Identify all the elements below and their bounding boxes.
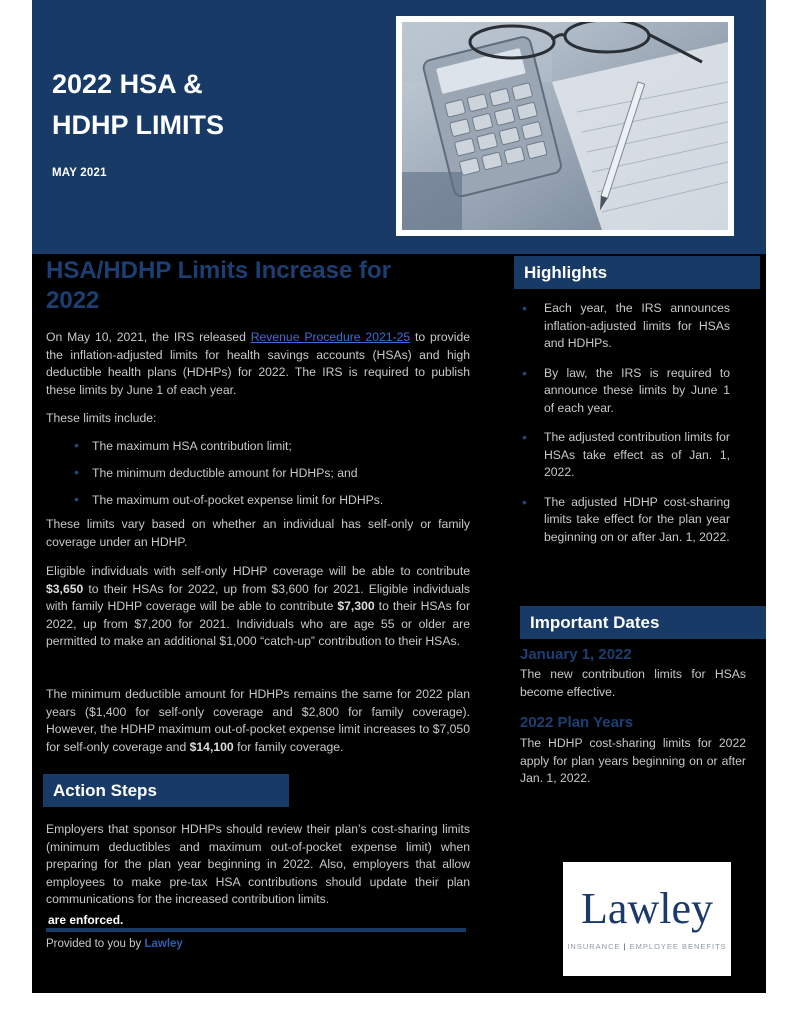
highlights-header: Highlights xyxy=(514,256,760,289)
intro-paragraph: On May 10, 2021, the IRS released Revenue Procedure 2021-25 to provide the inflation-adjusted limits for health savings accounts (HSAs) and high deductible health plans (HDHPs) for 2022. The IRS is required to publish these limits by June 1 of each year. xyxy=(46,330,470,397)
lawley-logo xyxy=(563,862,731,976)
page xyxy=(32,0,766,993)
date-text: The new contribution limits for HSAs become effective. xyxy=(520,667,746,699)
deductible-paragraph: The minimum deductible amount for HDHPs remains the same for 2022 plan years ($1,400 for self-only coverage and $2,800 for family coverage). However, the HDHP maximum out-of-pocket expense limit increases to $7,050 for self-only coverage and $14,100 for family coverage. xyxy=(46,687,470,754)
provided-by-line: Provided to you by Lawley xyxy=(46,938,183,950)
action-steps-header: Action Steps xyxy=(43,774,289,807)
document-title: 2022 HSA & HDHP LIMITS xyxy=(52,69,225,140)
logo-tagline: INSURANCE | EMPLOYEE BENEFITS xyxy=(567,942,727,951)
limits-intro: These limits include: xyxy=(46,411,157,425)
list-item: • The adjusted contribution limits for HSAs take effect as of Jan. 1, 2022. xyxy=(522,429,730,482)
text-fragment: are enforced. xyxy=(48,913,124,927)
limits-list xyxy=(74,438,464,519)
photo-illustration xyxy=(402,22,728,230)
list-item: • Each year, the IRS announces inflation-adjusted limits for HSAs and HDHPs. xyxy=(522,300,730,353)
contribution-paragraph: Eligible individuals with self-only HDHP coverage will be able to contribute $3,650 to their HSAs for 2022, up from $3,600 for 2021. Eligible individuals with family HDHP coverage will be able to contribute $7,300 to their HSAs for 2022, up from $7,200 for 2021. Individuals who are age 55 or older are permitted to make an additional $1,000 “catch-up” contribution to their HSAs. xyxy=(46,564,470,648)
list-item: • The adjusted HDHP cost-sharing limits take effect for the plan year beginning on or after Jan. 1, 2022. xyxy=(522,494,730,547)
important-dates-header: Important Dates xyxy=(520,606,766,639)
revenue-procedure-link[interactable]: Revenue Procedure 2021-25 xyxy=(250,330,411,344)
list-item: • The maximum out-of-pocket expense limit for HDHPs. xyxy=(74,492,464,519)
list-item: • The minimum deductible amount for HDHPs; and xyxy=(74,465,464,492)
highlights-list xyxy=(522,300,730,558)
date-heading: 2022 Plan Years xyxy=(520,714,634,731)
date-heading: January 1, 2022 xyxy=(520,646,632,663)
provided-brand: Lawley xyxy=(144,938,183,950)
main-heading: HSA/HDHP Limits Increase for 2022 xyxy=(46,257,391,314)
coverage-paragraph: These limits vary based on whether an individual has self-only or family coverage under an HDHP. xyxy=(46,517,470,549)
divider xyxy=(46,928,466,932)
list-item: • The maximum HSA contribution limit; xyxy=(74,438,464,465)
header-banner xyxy=(32,0,766,254)
action-steps-paragraph: Employers that sponsor HDHPs should review their plan’s cost-sharing limits (minimum deductibles and maximum out-of-pocket expense limit) when preparing for the plan year beginning in 2022. Also, employers that allow employees to make pre-tax HSA contributions should update their plan communications for the increased contribution limits. xyxy=(46,822,470,906)
logo-wordmark: Lawley xyxy=(581,884,713,933)
publication-date: MAY 2021 xyxy=(52,167,107,179)
calculator-pen-glasses-photo xyxy=(396,16,734,236)
list-item: • By law, the IRS is required to announce these limits by June 1 of each year. xyxy=(522,365,730,418)
date-text: The HDHP cost-sharing limits for 2022 apply for plan years beginning on or after Jan. 1, 2022. xyxy=(520,736,746,785)
